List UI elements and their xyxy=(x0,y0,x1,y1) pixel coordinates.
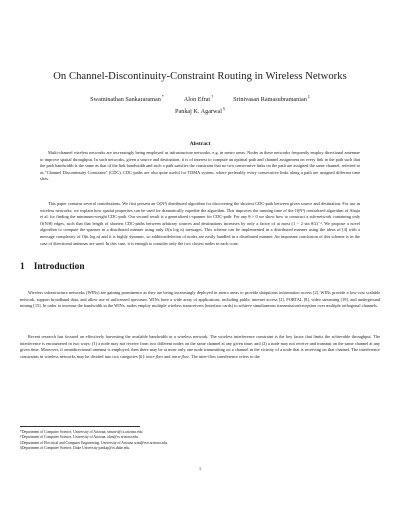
intro-text-2 xyxy=(20,334,380,360)
footnote-rule xyxy=(20,426,140,427)
author-name-text: Alon Efrat xyxy=(183,96,211,103)
author-list-row2 xyxy=(0,105,400,115)
paper-title: On Channel-Discontinuity-Constraint Routing in Wireless Networks xyxy=(53,71,347,82)
abstract-text-2: This paper contains several contributions. We first present an O(N³) distributed algorithm for discovering the shortest CDC-path between given source and destination. For use in wireless networks, we explain how spatial properties can be used for dramatically expedite the algorithm. This improves the running time of the O(N³) centralized algorithm of Ahuja et al. for finding the minimum-weight CDC-path. Our second result is a generalized t-spanner for CDC-path: For any θ > 0 we show how to construct a sub-network containing only O(N/θ) edges, such that that length of shortest CDC-paths between arbitrary sources and destinations increases by only a factor of at most (1 − 2 sin θ/2)⁻². We propose a novel algorithm to compute the spanner in a distributed manner using only O(n log n) messages. This scheme can be implemented in a distributed manner using the ideas of [4] with a message complexity of O(n log n) and it is highly dynamic, so addition/deletion of nodes are easily handled in a distributed manner. An important conclusion of this scheme is in the case of directional antennas are used. In this case, it is enough to consider only the two closest nodes in each cone. xyxy=(40,201,360,246)
intro-paragraph-2 xyxy=(20,334,380,360)
author-name xyxy=(90,93,164,103)
author-footnote-mark: † xyxy=(211,93,214,99)
intro-paragraph-1 xyxy=(20,290,380,310)
author-name xyxy=(175,105,225,115)
author-name-text: Pankaj K. Agarwal xyxy=(175,108,222,115)
footnote: †Department of Computer Science, University of Arizona, alon@cs.arizona.edu. xyxy=(20,435,139,440)
footnote: §Department of Computer Science, Duke University pankaj@cs.duke.edu. xyxy=(20,446,131,451)
author-list-row1 xyxy=(0,93,400,103)
abstract-heading: Abstract xyxy=(189,141,211,147)
author-footnote-mark: § xyxy=(222,105,225,111)
section-number: 1 xyxy=(20,262,25,272)
author-name-text: Swaminathan Sankararaman xyxy=(90,96,161,103)
intro-text-2c: . The inter-flow interference refers to the xyxy=(188,353,260,359)
author-footnote-mark: * xyxy=(161,93,164,99)
abstract-paragraph-2 xyxy=(40,201,360,247)
author-footnote-mark: ‡ xyxy=(307,93,310,99)
abstract-text-1: Multi-channel wireless networks are increasingly being employed as infrastructure networks, e.g. in metro areas. Nodes in these networks frequently employ directional antennae to improve spatial throughput. In such networks, given a source and destination, it is of interest to compute an optimal path and channel assignment on every link in the path such that the path bandwidth is the same as that of the link bandwidth and such a path satisfies the constraint that no two consecutive links on the path are assigned the same channel, referred to as "Channel Discontinuity Constraint" (CDC). CDC-paths are also quite useful for TDMA system, where preferably every consecutive links along a path are assigned different time slots. xyxy=(40,150,360,182)
section-heading-introduction xyxy=(20,262,85,272)
term-inter-flow: inter-flow xyxy=(146,353,164,359)
section-title: Introduction xyxy=(33,262,85,272)
author-name xyxy=(183,93,214,103)
footnotes xyxy=(20,430,380,452)
author-name xyxy=(233,93,310,103)
footnote: ‡Department of Electrical and Computer Engineering, University of Arizona srini@ece.arizona.edu. xyxy=(20,440,168,445)
abstract-paragraph-1 xyxy=(40,150,360,183)
intro-text-1: Wireless infrastructure networks (WINs) are gaining prominence as they are being increasingly deployed in metro areas to provide ubiquitous information access [2]. WINs provide a low-cost scalable network, support broadband data, and allow use of unlicensed spectrum. WINs have a wide array of applications, including public internet access [2], PORTAL [8], video streaming [19], and underground mining [15]. In order to increase the bandwidth in the WINs, nodes employ multiple wireless transceivers (interface cards) to achieve simultaneous transmission/reception over multiple orthogonal channels. xyxy=(20,290,380,309)
footnote: *Department of Computer Science, University of Arizona, smsnvr@cs.arizona.edu. xyxy=(20,430,144,434)
page-number: 1 xyxy=(198,466,202,471)
intro-text-2a: Recent research has focused on effectively harvesting the available bandwidth in a wireless network. The wireless interference constraint is the key factor that limits the achievable throughput. The interference is encountered in two ways: (1) a node may not receive from two different nodes on the same channel at any given time; and (2) a node may not receive and transmit on the same channel at any given time. Moreover, if omnidirectional antenna is employed, then there may be at most only one node transmitting on a channel in the vicinity of a node that is receiving on that channel. The interference constraints in wireless networks may be divided into two categories [6]: xyxy=(20,334,380,359)
author-name-text: Srinivasan Ramasubramanian xyxy=(233,96,307,103)
term-intra-flow: intra-flow xyxy=(171,353,189,359)
intro-text-2b: and xyxy=(163,353,172,359)
